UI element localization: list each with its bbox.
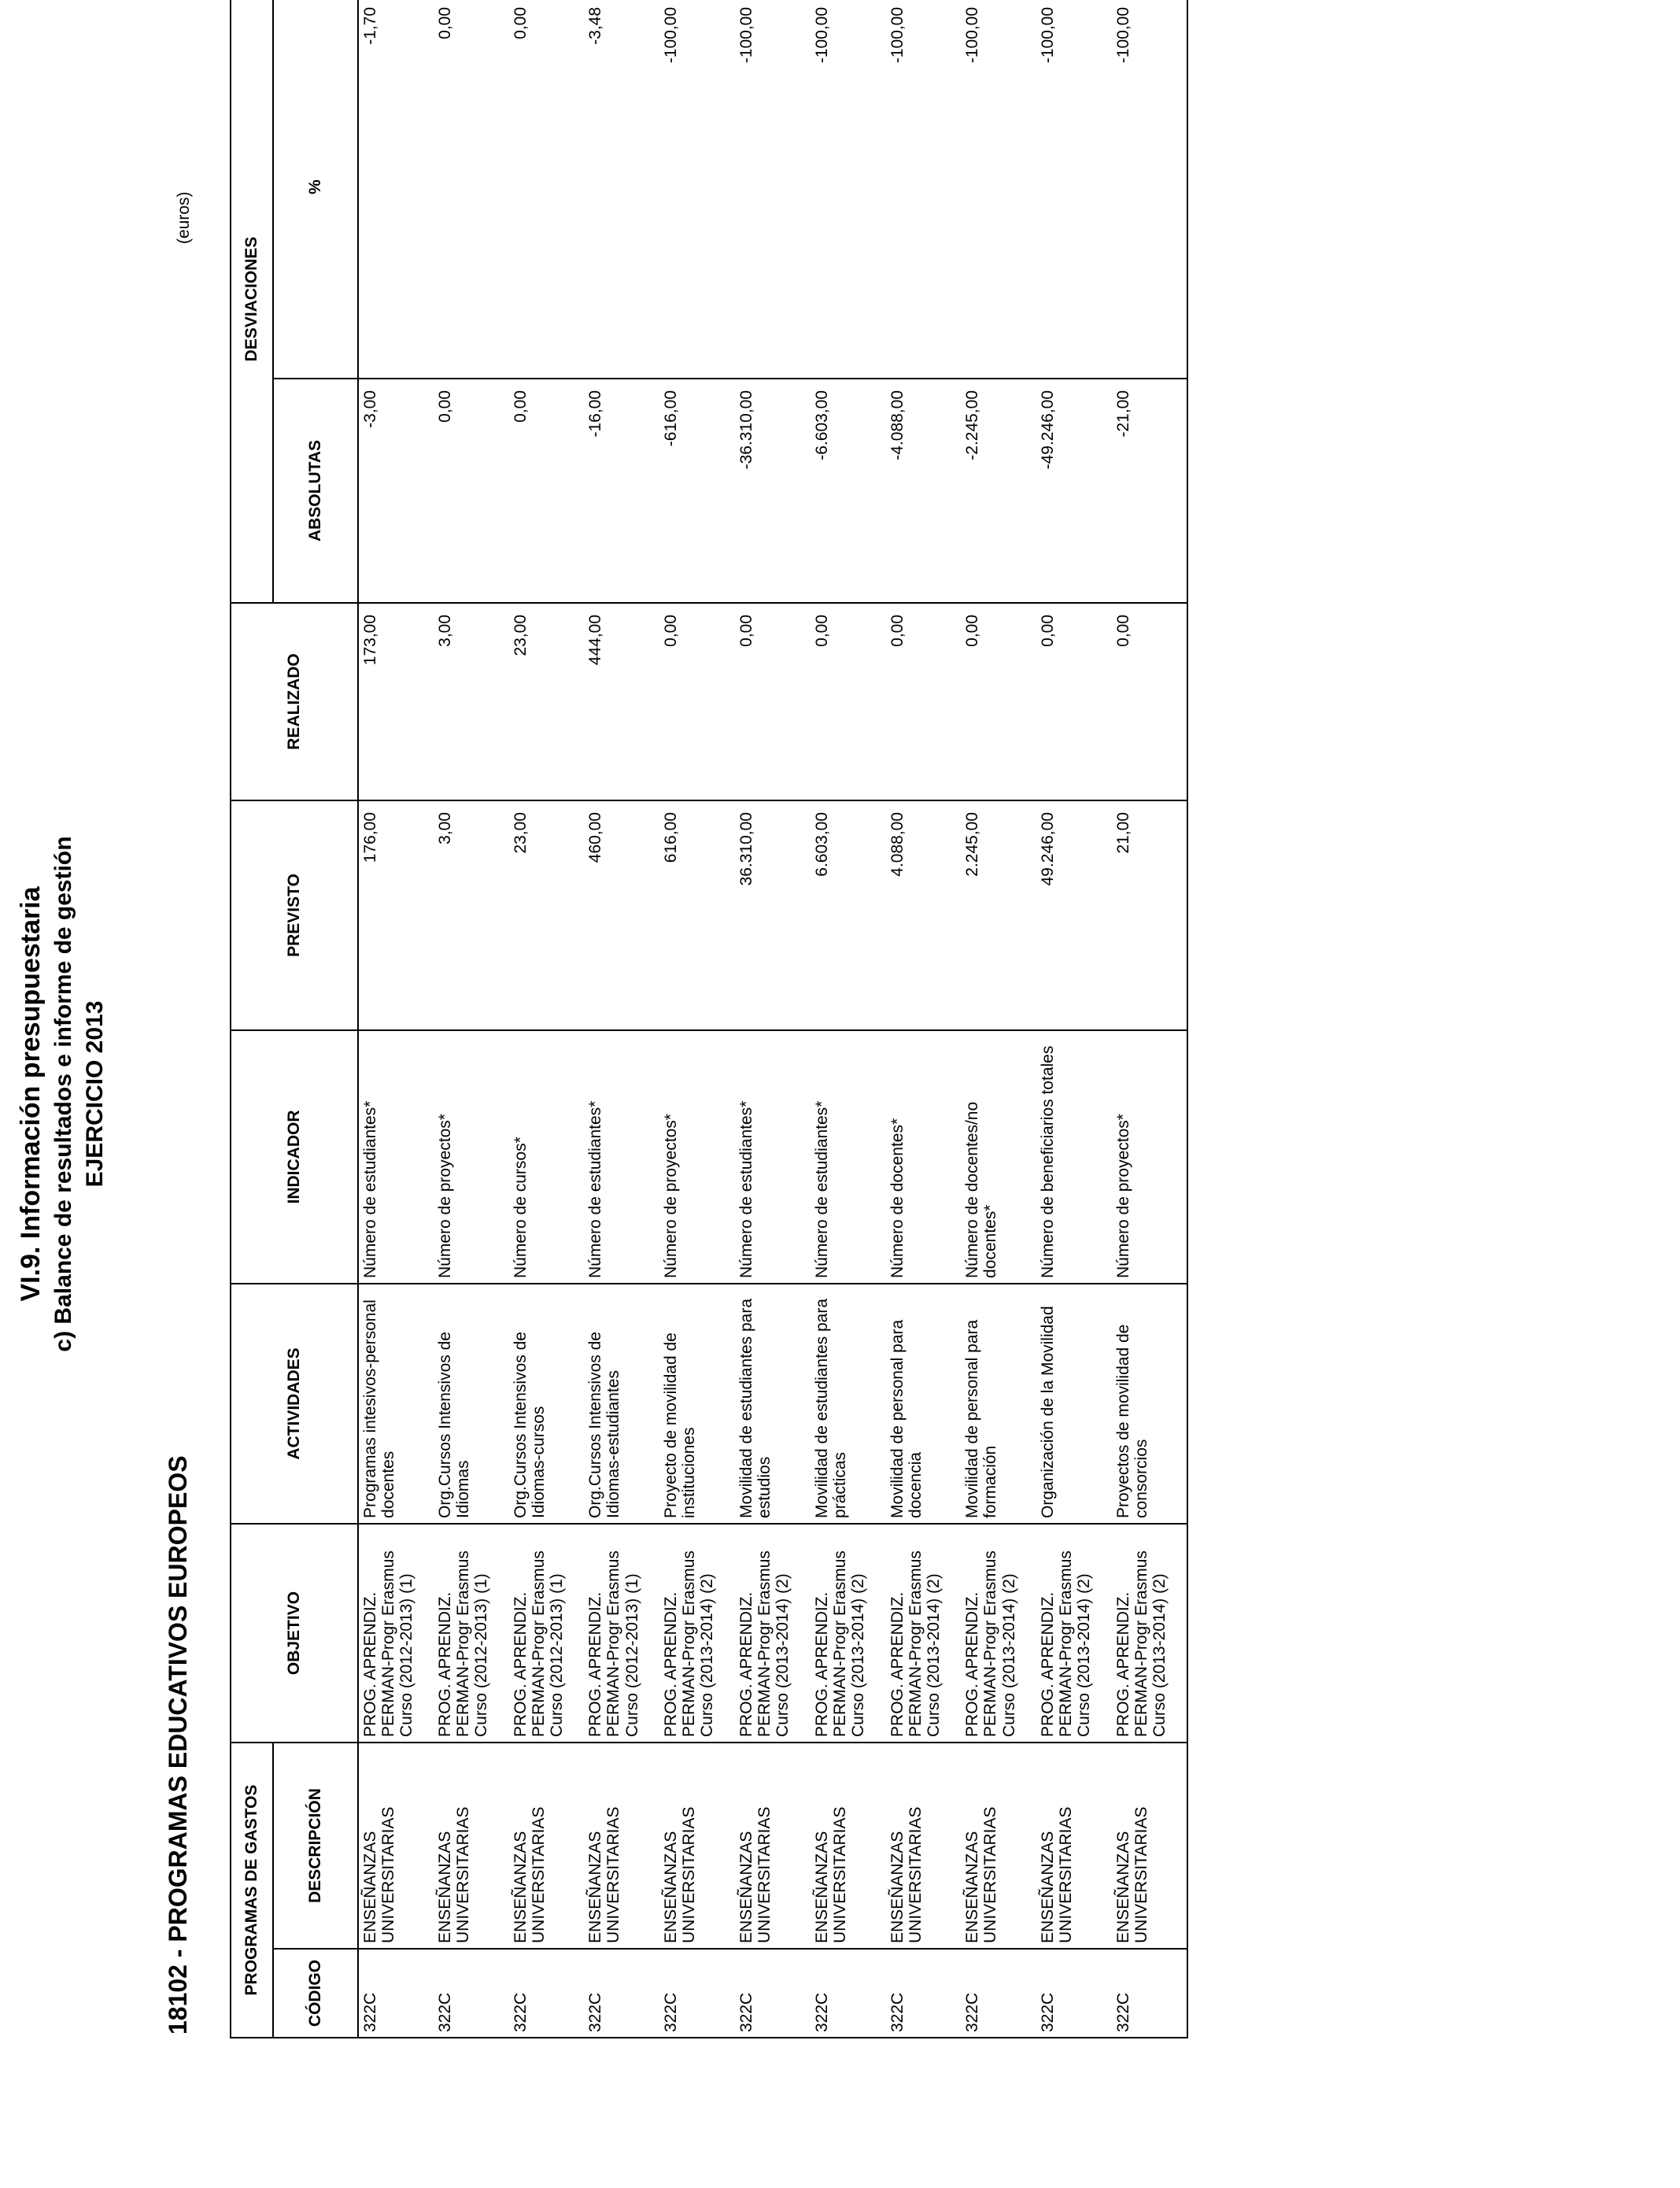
indicador-cell: Número de docentes/no docentes* <box>961 1030 1036 1284</box>
results-table <box>230 0 1188 2038</box>
absolutas-cell: -4.088,00 <box>886 379 962 603</box>
actividades-cell: Movilidad de personal para docencia <box>886 1284 962 1524</box>
porcentaje-cell: -100,00 <box>886 0 962 379</box>
absolutas-cell: -36.310,00 <box>735 379 810 603</box>
porcentaje-cell: -100,00 <box>735 0 810 379</box>
objetivo-cell: PROG. APRENDIZ. PERMAN-Progr Erasmus Curso (2013-2014) (2) <box>886 1524 962 1743</box>
descripcion-cell: ENSEÑANZAS UNIVERSITARIAS <box>1036 1743 1112 1949</box>
codigo-cell: 322C <box>1036 1949 1112 2038</box>
realizado-cell: 0,00 <box>659 603 735 800</box>
codigo-cell: 322C <box>810 1949 886 2038</box>
header-realizado: REALIZADO <box>231 603 358 800</box>
codigo-cell: 322C <box>961 1949 1036 2038</box>
section-title: 18102 - PROGRAMAS EDUCATIVOS EUROPEOS <box>164 1455 192 2035</box>
codigo-cell: 322C <box>1112 1949 1187 2038</box>
descripcion-cell: ENSEÑANZAS UNIVERSITARIAS <box>584 1743 659 1949</box>
objetivo-cell: PROG. APRENDIZ. PERMAN-Progr Erasmus Curso (2012-2013) (1) <box>434 1524 509 1743</box>
objetivo-cell: PROG. APRENDIZ. PERMAN-Progr Erasmus Curso (2013-2014) (2) <box>1036 1524 1112 1743</box>
table-row <box>434 0 509 2038</box>
table-row <box>961 0 1036 2038</box>
realizado-cell: 0,00 <box>1112 603 1187 800</box>
previsto-cell: 3,00 <box>434 800 509 1030</box>
indicador-cell: Número de estudiantes* <box>358 1030 434 1284</box>
actividades-cell: Proyectos de movilidad de consorcios <box>1112 1284 1187 1524</box>
previsto-cell: 4.088,00 <box>886 800 962 1030</box>
codigo-cell: 322C <box>358 1949 434 2038</box>
actividades-cell: Programas intesivos-personal docentes <box>358 1284 434 1524</box>
table-row <box>886 0 962 2038</box>
porcentaje-cell: -100,00 <box>1036 0 1112 379</box>
realizado-cell: 0,00 <box>735 603 810 800</box>
indicador-cell: Número de estudiantes* <box>810 1030 886 1284</box>
previsto-cell: 460,00 <box>584 800 659 1030</box>
actividades-cell: Organización de la Movilidad <box>1036 1284 1112 1524</box>
table-row <box>1112 0 1187 2038</box>
absolutas-cell: -6.603,00 <box>810 379 886 603</box>
indicador-cell: Número de beneficiarios totales <box>1036 1030 1112 1284</box>
table-row <box>1036 0 1112 2038</box>
absolutas-cell: 0,00 <box>509 379 585 603</box>
objetivo-cell: PROG. APRENDIZ. PERMAN-Progr Erasmus Curso (2012-2013) (1) <box>509 1524 585 1743</box>
objetivo-cell: PROG. APRENDIZ. PERMAN-Progr Erasmus Curso (2013-2014) (2) <box>735 1524 810 1743</box>
table-row <box>358 0 434 2038</box>
realizado-cell: 0,00 <box>961 603 1036 800</box>
indicador-cell: Número de docentes* <box>886 1030 962 1284</box>
header-desviaciones: DESVIACIONES <box>231 0 273 603</box>
page-subtitle: c) Balance de resultados e informe de gestión <box>50 836 76 1352</box>
header-codigo: CÓDIGO <box>273 1949 358 2038</box>
descripcion-cell: ENSEÑANZAS UNIVERSITARIAS <box>358 1743 434 1949</box>
previsto-cell: 36.310,00 <box>735 800 810 1030</box>
table-row <box>735 0 810 2038</box>
realizado-cell: 173,00 <box>358 603 434 800</box>
realizado-cell: 0,00 <box>810 603 886 800</box>
descripcion-cell: ENSEÑANZAS UNIVERSITARIAS <box>810 1743 886 1949</box>
indicador-cell: Número de cursos* <box>509 1030 585 1284</box>
codigo-cell: 322C <box>509 1949 585 2038</box>
actividades-cell: Movilidad de estudiantes para prácticas <box>810 1284 886 1524</box>
descripcion-cell: ENSEÑANZAS UNIVERSITARIAS <box>434 1743 509 1949</box>
previsto-cell: 21,00 <box>1112 800 1187 1030</box>
indicador-cell: Número de proyectos* <box>1112 1030 1187 1284</box>
absolutas-cell: -3,00 <box>358 379 434 603</box>
porcentaje-cell: -100,00 <box>659 0 735 379</box>
actividades-cell: Org.Cursos Intensivos de Idiomas-cursos <box>509 1284 585 1524</box>
indicador-cell: Número de proyectos* <box>434 1030 509 1284</box>
header-objetivo: OBJETIVO <box>231 1524 358 1743</box>
previsto-cell: 2.245,00 <box>961 800 1036 1030</box>
absolutas-cell: -2.245,00 <box>961 379 1036 603</box>
absolutas-cell: -49.246,00 <box>1036 379 1112 603</box>
absolutas-cell: -16,00 <box>584 379 659 603</box>
table-row <box>509 0 585 2038</box>
descripcion-cell: ENSEÑANZAS UNIVERSITARIAS <box>886 1743 962 1949</box>
header-previsto: PREVISTO <box>231 800 358 1030</box>
header-porcentaje: % <box>273 0 358 379</box>
indicador-cell: Número de estudiantes* <box>584 1030 659 1284</box>
porcentaje-cell: -3,48 <box>584 0 659 379</box>
porcentaje-cell: -100,00 <box>961 0 1036 379</box>
absolutas-cell: 0,00 <box>434 379 509 603</box>
header-actividades: ACTIVIDADES <box>231 1284 358 1524</box>
previsto-cell: 49.246,00 <box>1036 800 1112 1030</box>
objetivo-cell: PROG. APRENDIZ. PERMAN-Progr Erasmus Curso (2013-2014) (2) <box>810 1524 886 1743</box>
codigo-cell: 322C <box>735 1949 810 2038</box>
indicador-cell: Número de estudiantes* <box>735 1030 810 1284</box>
descripcion-cell: ENSEÑANZAS UNIVERSITARIAS <box>509 1743 585 1949</box>
objetivo-cell: PROG. APRENDIZ. PERMAN-Progr Erasmus Curso (2012-2013) (1) <box>584 1524 659 1743</box>
actividades-cell: Org.Cursos Intensivos de Idiomas-estudiantes <box>584 1284 659 1524</box>
objetivo-cell: PROG. APRENDIZ. PERMAN-Progr Erasmus Curso (2013-2014) (2) <box>659 1524 735 1743</box>
header-programas-de-gastos: PROGRAMAS DE GASTOS <box>231 1743 273 2038</box>
realizado-cell: 444,00 <box>584 603 659 800</box>
objetivo-cell: PROG. APRENDIZ. PERMAN-Progr Erasmus Curso (2012-2013) (1) <box>358 1524 434 1743</box>
page-title: VI.9. Información presupuestaria <box>16 886 46 1302</box>
descripcion-cell: ENSEÑANZAS UNIVERSITARIAS <box>1112 1743 1187 1949</box>
header-absolutas: ABSOLUTAS <box>273 379 358 603</box>
absolutas-cell: -616,00 <box>659 379 735 603</box>
actividades-cell: Org.Cursos Intensivos de Idiomas <box>434 1284 509 1524</box>
actividades-cell: Proyecto de movilidad de instituciones <box>659 1284 735 1524</box>
previsto-cell: 23,00 <box>509 800 585 1030</box>
table-row <box>659 0 735 2038</box>
descripcion-cell: ENSEÑANZAS UNIVERSITARIAS <box>961 1743 1036 1949</box>
codigo-cell: 322C <box>584 1949 659 2038</box>
table-body <box>358 0 1187 2038</box>
porcentaje-cell: -1,70 <box>358 0 434 379</box>
previsto-cell: 616,00 <box>659 800 735 1030</box>
realizado-cell: 0,00 <box>886 603 962 800</box>
table-row <box>584 0 659 2038</box>
codigo-cell: 322C <box>659 1949 735 2038</box>
porcentaje-cell: -100,00 <box>1112 0 1187 379</box>
actividades-cell: Movilidad de personal para formación <box>961 1284 1036 1524</box>
objetivo-cell: PROG. APRENDIZ. PERMAN-Progr Erasmus Curso (2013-2014) (2) <box>1112 1524 1187 1743</box>
realizado-cell: 0,00 <box>1036 603 1112 800</box>
header-indicador: INDICADOR <box>231 1030 358 1284</box>
table-row <box>810 0 886 2038</box>
previsto-cell: 176,00 <box>358 800 434 1030</box>
indicador-cell: Número de proyectos* <box>659 1030 735 1284</box>
porcentaje-cell: 0,00 <box>434 0 509 379</box>
codigo-cell: 322C <box>434 1949 509 2038</box>
fiscal-year: EJERCICIO 2013 <box>82 1000 108 1188</box>
currency-note: (euros) <box>175 191 193 244</box>
header-descripcion: DESCRIPCIÓN <box>273 1743 358 1949</box>
objetivo-cell: PROG. APRENDIZ. PERMAN-Progr Erasmus Curso (2013-2014) (2) <box>961 1524 1036 1743</box>
previsto-cell: 6.603,00 <box>810 800 886 1030</box>
actividades-cell: Movilidad de estudiantes para estudios <box>735 1284 810 1524</box>
codigo-cell: 322C <box>886 1949 962 2038</box>
porcentaje-cell: -100,00 <box>810 0 886 379</box>
descripcion-cell: ENSEÑANZAS UNIVERSITARIAS <box>735 1743 810 1949</box>
porcentaje-cell: 0,00 <box>509 0 585 379</box>
realizado-cell: 3,00 <box>434 603 509 800</box>
absolutas-cell: -21,00 <box>1112 379 1187 603</box>
descripcion-cell: ENSEÑANZAS UNIVERSITARIAS <box>659 1743 735 1949</box>
realizado-cell: 23,00 <box>509 603 585 800</box>
